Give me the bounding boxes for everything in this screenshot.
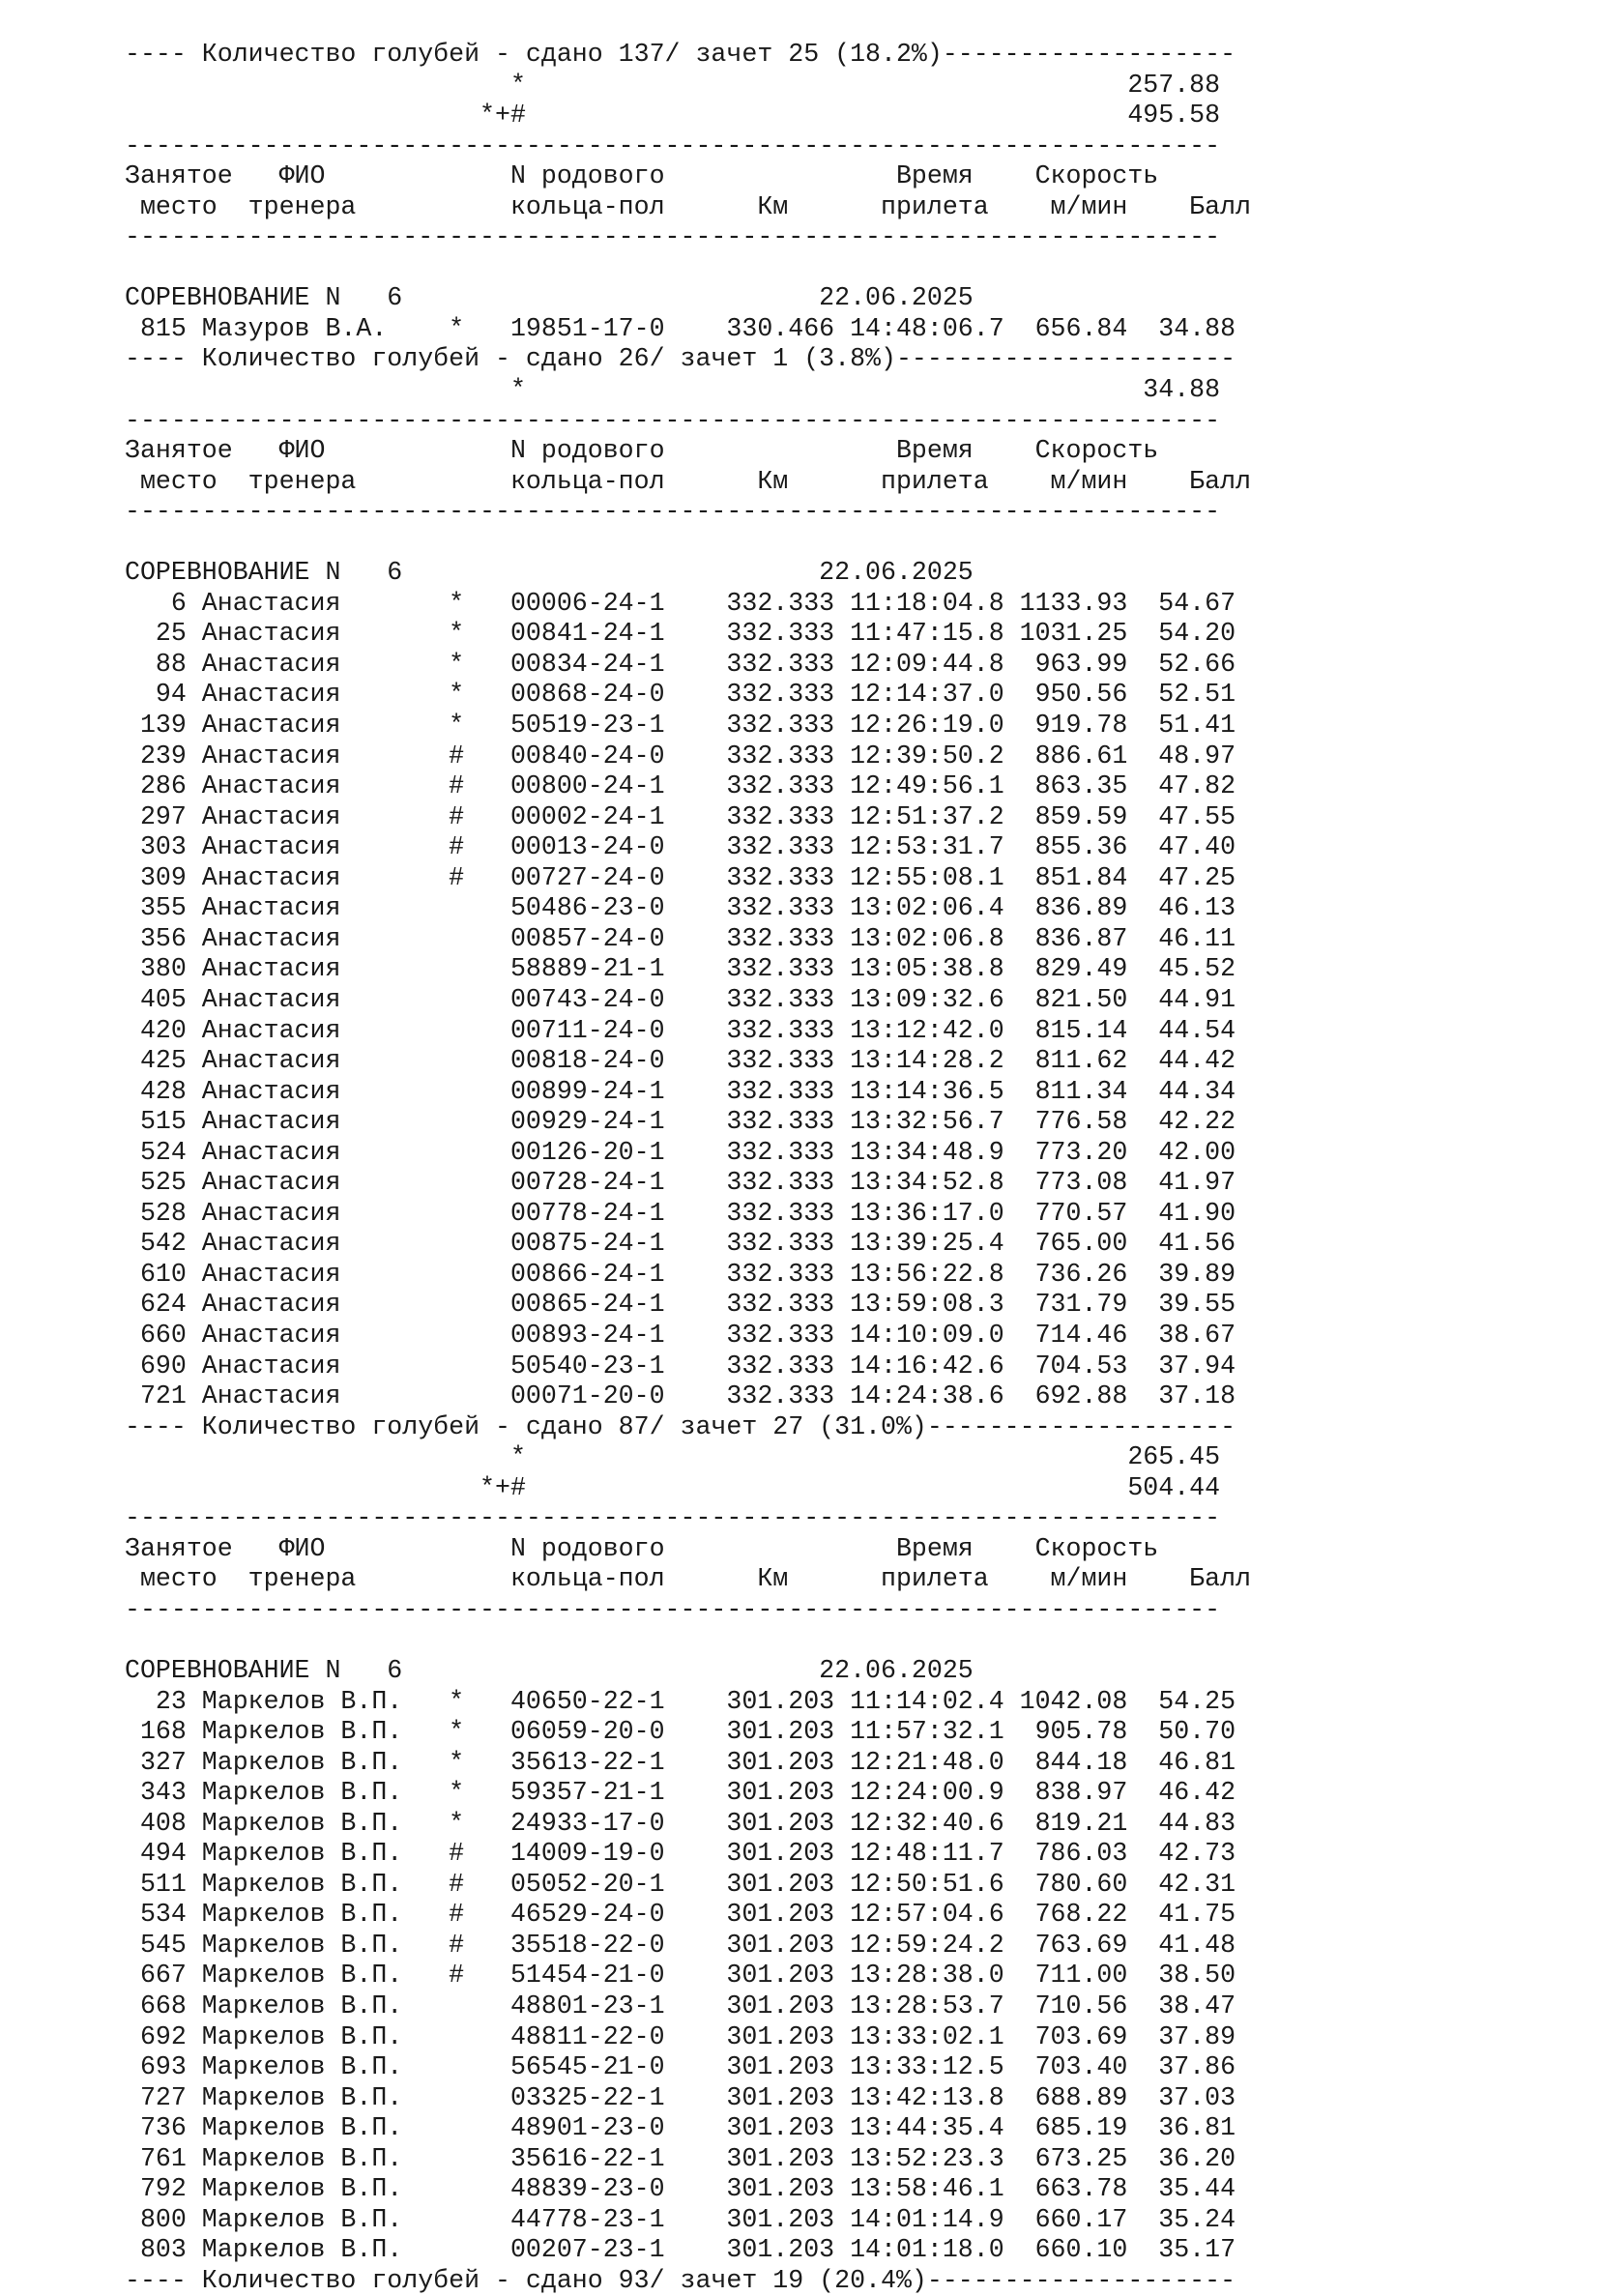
result-row: 525 Анастасия 00728-24-1 332.333 13:34:52.8 773.08 41.97 (125, 1168, 1236, 1198)
points-total: *+# 504.44 (125, 1472, 1221, 1502)
result-row: 692 Маркелов В.П. 48811-22-0 301.203 13:33:02.1 703.69 37.89 (125, 2021, 1236, 2051)
pigeon-count-summary: ---- Количество голубей - сдано 26/ зачет 1 (3.8%)---------------------- (125, 344, 1236, 374)
result-row: 327 Маркелов В.П. * 35613-22-1 301.203 12:21:48.0 844.18 46.81 (125, 1747, 1236, 1777)
result-row: 803 Маркелов В.П. 00207-23-1 301.203 14:01:18.0 660.10 35.17 (125, 2235, 1236, 2265)
separator-line: ----------------------------------------------------------------------- (125, 1594, 1221, 1624)
pigeon-count-summary: ---- Количество голубей - сдано 87/ зачет 27 (31.0%)-------------------- (125, 1411, 1236, 1441)
result-row: 297 Анастасия # 00002-24-1 332.333 12:51:37.2 859.59 47.55 (125, 801, 1236, 831)
points-total: * 34.88 (125, 375, 1221, 405)
result-row: 667 Маркелов В.П. # 51454-21-0 301.203 13:28:38.0 711.00 38.50 (125, 1961, 1236, 1991)
result-row: 420 Анастасия 00711-24-0 332.333 13:12:42.0 815.14 44.54 (125, 1015, 1236, 1045)
result-row: 168 Маркелов В.П. * 06059-20-0 301.203 11:57:32.1 905.78 50.70 (125, 1717, 1236, 1747)
result-row: 727 Маркелов В.П. 03325-22-1 301.203 13:42:13.8 688.89 37.03 (125, 2082, 1236, 2112)
result-row: 545 Маркелов В.П. # 35518-22-0 301.203 12:59:24.2 763.69 41.48 (125, 1930, 1236, 1960)
table-header: Занятое ФИО N родового Время Скорость (125, 1533, 1159, 1563)
result-row: 405 Анастасия 00743-24-0 332.333 13:09:32.6 821.50 44.91 (125, 984, 1236, 1014)
result-row: 428 Анастасия 00899-24-1 332.333 13:14:36.5 811.34 44.34 (125, 1076, 1236, 1106)
result-row: 356 Анастасия 00857-24-0 332.333 13:02:06.8 836.87 46.11 (125, 923, 1236, 953)
result-row: 511 Маркелов В.П. # 05052-20-1 301.203 12:50:51.6 780.60 42.31 (125, 1869, 1236, 1899)
result-row: 309 Анастасия # 00727-24-0 332.333 12:55:08.1 851.84 47.25 (125, 862, 1236, 892)
blank-line (125, 528, 1251, 559)
race-results-printout (125, 40, 1251, 2296)
result-row: 721 Анастасия 00071-20-0 332.333 14:24:38.6 692.88 37.18 (125, 1381, 1236, 1411)
result-row: 761 Маркелов В.П. 35616-22-1 301.203 13:52:23.3 673.25 36.20 (125, 2143, 1236, 2173)
result-row: 610 Анастасия 00866-24-1 332.333 13:56:22.8 736.26 39.89 (125, 1259, 1236, 1289)
result-row: 792 Маркелов В.П. 48839-23-0 301.203 13:58:46.1 663.78 35.44 (125, 2174, 1236, 2204)
result-row: 690 Анастасия 50540-23-1 332.333 14:16:42.6 704.53 37.94 (125, 1351, 1236, 1381)
table-header: место тренера кольца-пол Км прилета м/мин Балл (125, 1564, 1251, 1594)
result-row: 800 Маркелов В.П. 44778-23-1 301.203 14:01:14.9 660.17 35.24 (125, 2204, 1236, 2234)
result-row: 528 Анастасия 00778-24-1 332.333 13:36:17.0 770.57 41.90 (125, 1198, 1236, 1228)
result-row: 239 Анастасия # 00840-24-0 332.333 12:39:50.2 886.61 48.97 (125, 741, 1236, 770)
pigeon-count-summary: ---- Количество голубей - сдано 93/ зачет 19 (20.4%)-------------------- (125, 2265, 1236, 2295)
separator-line: ----------------------------------------------------------------------- (125, 405, 1221, 435)
result-row: 23 Маркелов В.П. * 40650-22-1 301.203 11:14:02.4 1042.08 54.25 (125, 1686, 1236, 1716)
table-header: Занятое ФИО N родового Время Скорость (125, 436, 1159, 466)
competition-header: СОРЕВНОВАНИЕ N 6 22.06.2025 (125, 283, 974, 313)
points-total: * 257.88 (125, 70, 1221, 100)
result-row: 94 Анастасия * 00868-24-0 332.333 12:14:37.0 950.56 52.51 (125, 680, 1236, 710)
result-row: 542 Анастасия 00875-24-1 332.333 13:39:25.4 765.00 41.56 (125, 1229, 1236, 1259)
pigeon-count-summary: ---- Количество голубей - сдано 137/ зачет 25 (18.2%)------------------- (125, 40, 1236, 69)
competition-header: СОРЕВНОВАНИЕ N 6 22.06.2025 (125, 1655, 974, 1685)
result-row: 408 Маркелов В.П. * 24933-17-0 301.203 12:32:40.6 819.21 44.83 (125, 1808, 1236, 1838)
result-row: 815 Мазуров В.А. * 19851-17-0 330.466 14:48:06.7 656.84 34.88 (125, 313, 1236, 343)
result-row: 534 Маркелов В.П. # 46529-24-0 301.203 12:57:04.6 768.22 41.75 (125, 1900, 1236, 1930)
result-row: 693 Маркелов В.П. 56545-21-0 301.203 13:33:12.5 703.40 37.86 (125, 2052, 1236, 2082)
separator-line: ----------------------------------------------------------------------- (125, 222, 1221, 252)
points-total: *+# 495.58 (125, 101, 1221, 131)
separator-line: ----------------------------------------------------------------------- (125, 497, 1221, 527)
result-row: 6 Анастасия * 00006-24-1 332.333 11:18:04.8 1133.93 54.67 (125, 588, 1236, 618)
table-header: Занятое ФИО N родового Время Скорость (125, 161, 1159, 191)
result-row: 425 Анастасия 00818-24-0 332.333 13:14:28.2 811.62 44.42 (125, 1046, 1236, 1076)
result-row: 286 Анастасия # 00800-24-1 332.333 12:49:56.1 863.35 47.82 (125, 771, 1236, 801)
result-row: 303 Анастасия # 00013-24-0 332.333 12:53:31.7 855.36 47.40 (125, 832, 1236, 862)
separator-line: ----------------------------------------------------------------------- (125, 1503, 1221, 1533)
result-row: 660 Анастасия 00893-24-1 332.333 14:10:09.0 714.46 38.67 (125, 1320, 1236, 1350)
blank-line (125, 1625, 1251, 1656)
table-header: место тренера кольца-пол Км прилета м/мин Балл (125, 191, 1251, 221)
result-row: 515 Анастасия 00929-24-1 332.333 13:32:56.7 776.58 42.22 (125, 1107, 1236, 1137)
result-row: 88 Анастасия * 00834-24-1 332.333 12:09:44.8 963.99 52.66 (125, 649, 1236, 679)
result-row: 343 Маркелов В.П. * 59357-21-1 301.203 12:24:00.9 838.97 46.42 (125, 1778, 1236, 1808)
result-row: 736 Маркелов В.П. 48901-23-0 301.203 13:44:35.4 685.19 36.81 (125, 2113, 1236, 2143)
result-row: 494 Маркелов В.П. # 14009-19-0 301.203 12:48:11.7 786.03 42.73 (125, 1839, 1236, 1869)
competition-header: СОРЕВНОВАНИЕ N 6 22.06.2025 (125, 558, 974, 588)
result-row: 139 Анастасия * 50519-23-1 332.333 12:26:19.0 919.78 51.41 (125, 711, 1236, 741)
blank-line (125, 253, 1251, 284)
points-total: * 265.45 (125, 1442, 1221, 1472)
separator-line: ----------------------------------------------------------------------- (125, 131, 1221, 160)
table-header: место тренера кольца-пол Км прилета м/мин Балл (125, 466, 1251, 496)
result-row: 380 Анастасия 58889-21-1 332.333 13:05:38.8 829.49 45.52 (125, 954, 1236, 984)
result-row: 25 Анастасия * 00841-24-1 332.333 11:47:15.8 1031.25 54.20 (125, 619, 1236, 649)
result-row: 355 Анастасия 50486-23-0 332.333 13:02:06.4 836.89 46.13 (125, 893, 1236, 923)
result-row: 668 Маркелов В.П. 48801-23-1 301.203 13:28:53.7 710.56 38.47 (125, 1991, 1236, 2020)
result-row: 624 Анастасия 00865-24-1 332.333 13:59:08.3 731.79 39.55 (125, 1290, 1236, 1320)
result-row: 524 Анастасия 00126-20-1 332.333 13:34:48.9 773.20 42.00 (125, 1137, 1236, 1167)
